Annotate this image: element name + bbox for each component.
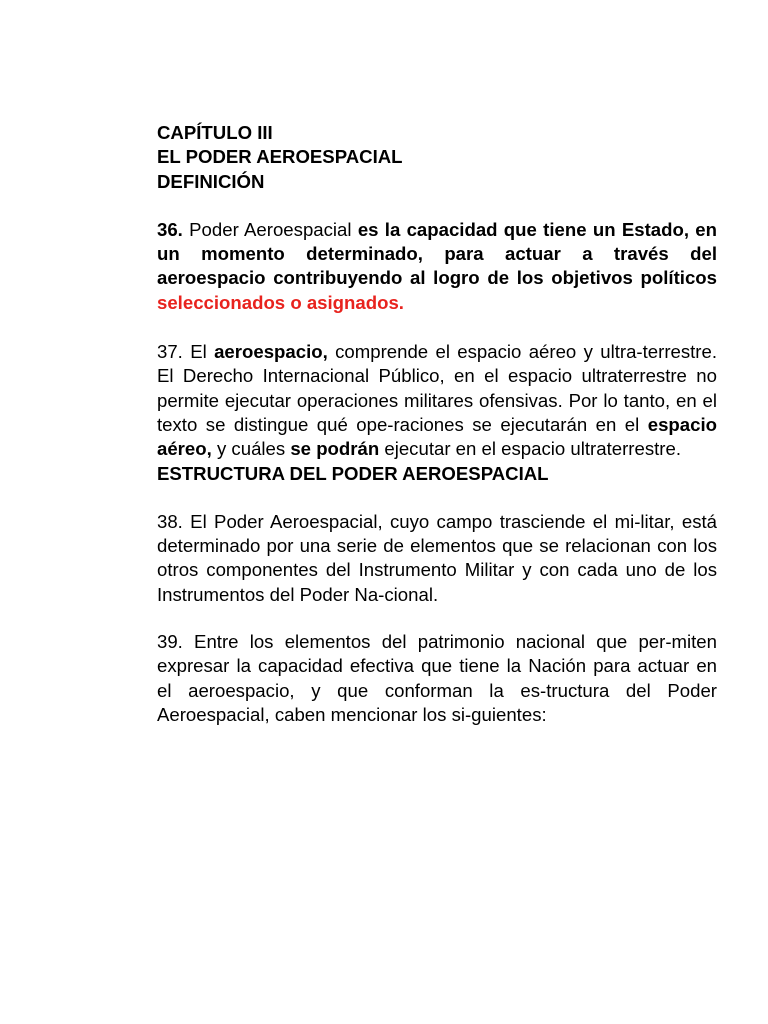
paragraph-text: comprende el espacio aéreo y ultra-terrestre. El Derecho Internacional Público, en el espacio ultraterrestre no permite ejecutar operaciones militares ofensivas. Por lo tanto, en el texto se distingue qué ope-raciones se ejecutarán en el	[157, 341, 718, 435]
paragraph-text: y cuáles	[211, 438, 291, 460]
paragraph-number: 36.	[157, 218, 183, 240]
document-page	[157, 121, 717, 727]
paragraph-text: ejecutar en el espacio ultraterrestre.	[379, 438, 681, 460]
chapter-label: CAPÍTULO III	[157, 122, 273, 143]
paragraph-36	[157, 218, 717, 315]
chapter-subtitle: DEFINICIÓN	[157, 170, 265, 192]
paragraph-text: Poder Aeroespacial	[182, 218, 358, 240]
chapter-heading	[157, 121, 717, 194]
paragraph-bold-text: aeroespacio,	[214, 341, 328, 363]
paragraph-bold-text: espacio aéreo,	[157, 413, 717, 460]
paragraph-39: 39. Entre los elementos del patrimonio nacional que per-miten expresar la capacidad efectiva que tiene la Nación para actuar en el aeroespacio, y que conforman la es-tructura del Poder Aeroespacial, caben mencionar los si-guientes:	[157, 631, 717, 725]
paragraph-37	[157, 340, 717, 461]
section-title: ESTRUCTURA DEL PODER AEROESPACIAL	[157, 462, 549, 484]
highlighted-text: seleccionados o asignados.	[157, 291, 404, 313]
paragraph-bold-text: es la capacidad que tiene un Estado, en un momento determinado, para actuar a través del aeroespacio contribuyendo al logro de los objetivos políticos	[157, 218, 717, 289]
paragraph-text: 37. El	[157, 341, 215, 363]
chapter-title: EL PODER AEROESPACIAL	[157, 146, 403, 168]
paragraph-38: 38. El Poder Aeroespacial, cuyo campo trasciende el mi-litar, está determinado por una serie de elementos que se relacionan con los otros componentes del Instrumento Militar y con cada uno de los Instrumentos del Poder Na-cional.	[157, 510, 717, 605]
paragraph-bold-text: se podrán	[290, 438, 380, 460]
